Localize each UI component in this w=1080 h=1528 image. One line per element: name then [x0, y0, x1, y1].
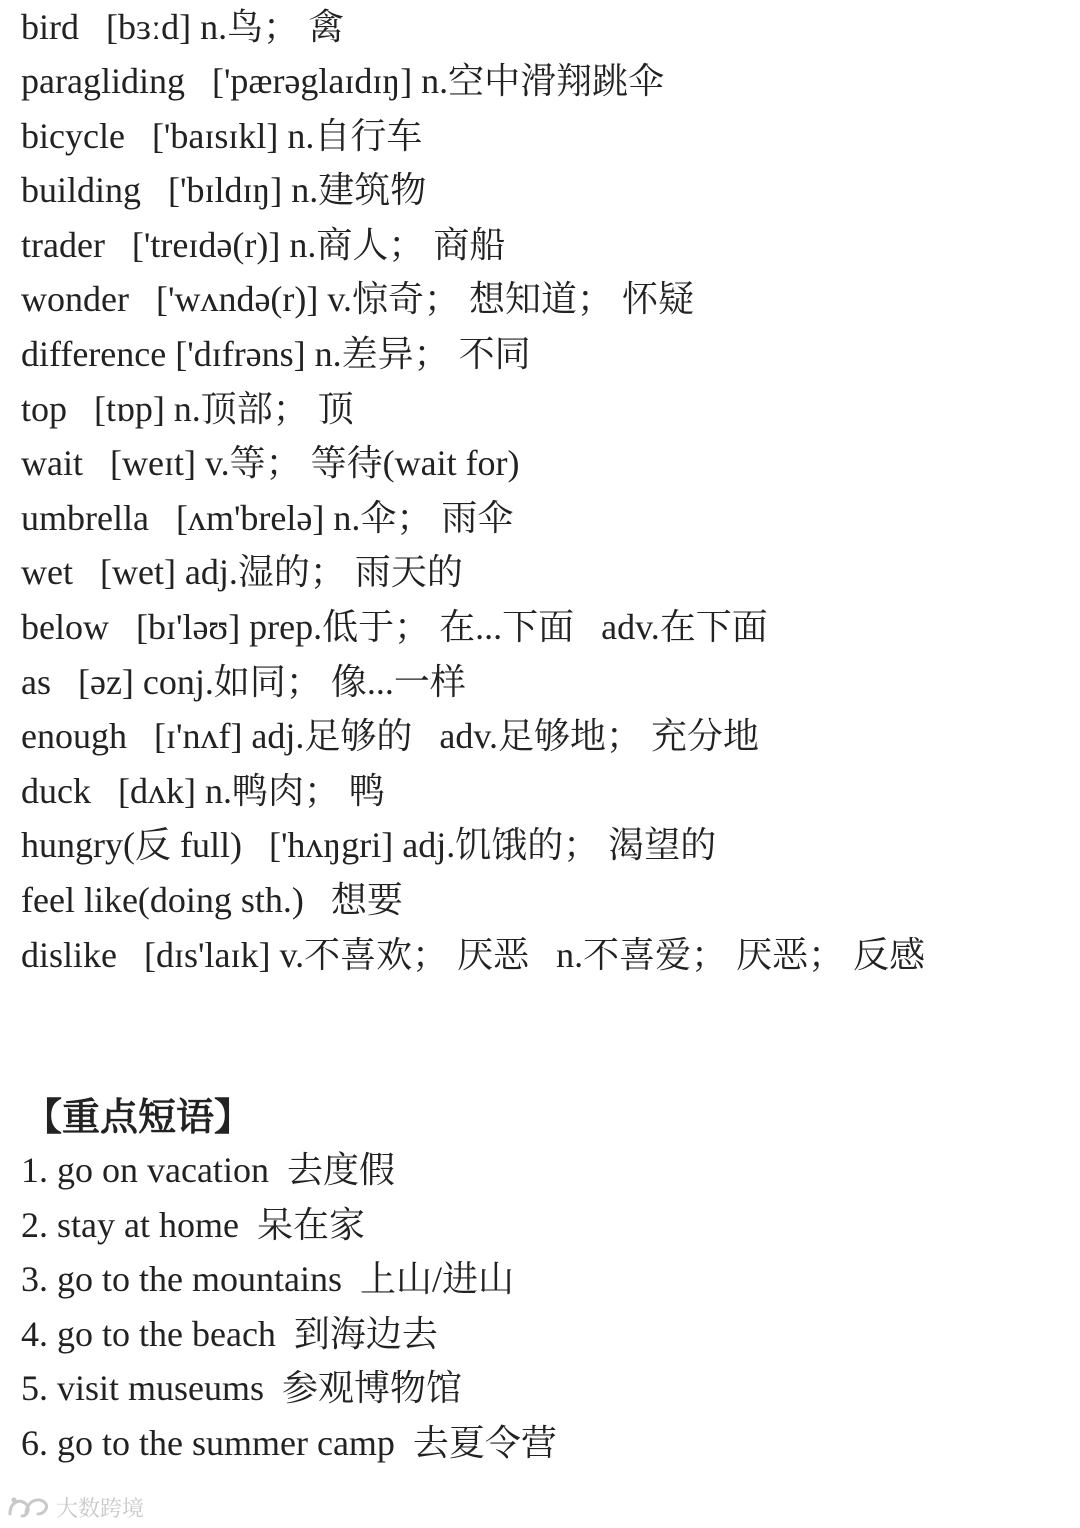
- vocab-line-difference: difference ['dɪfrəns] n.差异； 不同: [21, 333, 531, 374]
- vocab-line-duck: duck [dʌk] n.鸭肉； 鸭: [21, 770, 385, 811]
- vocab-line-wonder: wonder ['wʌndə(r)] v.惊奇； 想知道； 怀疑: [21, 279, 695, 320]
- vocab-line-dislike: dislike [dɪs'laɪk] v.不喜欢； 厌恶 n.不喜爱； 厌恶； 反感: [21, 934, 926, 975]
- vocab-line-trader: trader ['treɪdə(r)] n.商人； 商船: [21, 224, 506, 265]
- vocab-line-bicycle: bicycle ['baɪsɪkl] n.自行车: [21, 115, 423, 156]
- phrase-item: 3. go to the mountains 上山/进山: [21, 1259, 514, 1300]
- vocab-line-umbrella: umbrella [ʌm'brelə] n.伞； 雨伞: [21, 497, 514, 538]
- phrase-item: 2. stay at home 呆在家: [21, 1204, 365, 1245]
- key-phrases-list: [21, 1143, 557, 1471]
- vocabulary-list: [21, 0, 925, 982]
- watermark-text: 大数跨境: [56, 1496, 145, 1522]
- vocab-line-below: below [bɪ'ləʊ] prep.低于； 在...下面 adv.在下面: [21, 606, 768, 647]
- vocab-line-paragliding: paragliding ['pærəglaɪdɪŋ] n.空中滑翔跳伞: [21, 61, 665, 101]
- key-phrases-title: 【重点短语】: [24, 1097, 253, 1139]
- phrase-item: 6. go to the summer camp 去夏令营: [21, 1422, 557, 1463]
- vocab-line-wet: wet [wet] adj.湿的； 雨天的: [21, 552, 463, 593]
- vocab-line-feel-like: feel like(doing sth.) 想要: [21, 879, 403, 920]
- logo-icon: [6, 1492, 50, 1522]
- vocab-line-building: building ['bɪldɪŋ] n.建筑物: [21, 170, 427, 211]
- vocab-line-as: as [əz] conj.如同； 像...一样: [21, 661, 466, 702]
- vocab-line-hungry: hungry(反 full) ['hʌŋgri] adj.饥饿的； 渴望的: [21, 825, 717, 866]
- phrase-item: 1. go on vacation 去度假: [21, 1150, 395, 1190]
- vocab-line-wait: wait [weɪt] v.等； 等待(wait for): [21, 443, 520, 484]
- watermark: [6, 1490, 144, 1524]
- vocab-line-top: top [tɒp] n.顶部； 顶: [21, 388, 354, 429]
- phrase-item: 4. go to the beach 到海边去: [21, 1313, 438, 1354]
- phrase-item: 5. visit museums 参观博物馆: [21, 1368, 463, 1409]
- vocab-line-bird: bird [bɜːd] n.鸟； 禽: [21, 7, 345, 47]
- vocab-line-enough: enough [ɪ'nʌf] adj.足够的 adv.足够地； 充分地: [21, 716, 760, 757]
